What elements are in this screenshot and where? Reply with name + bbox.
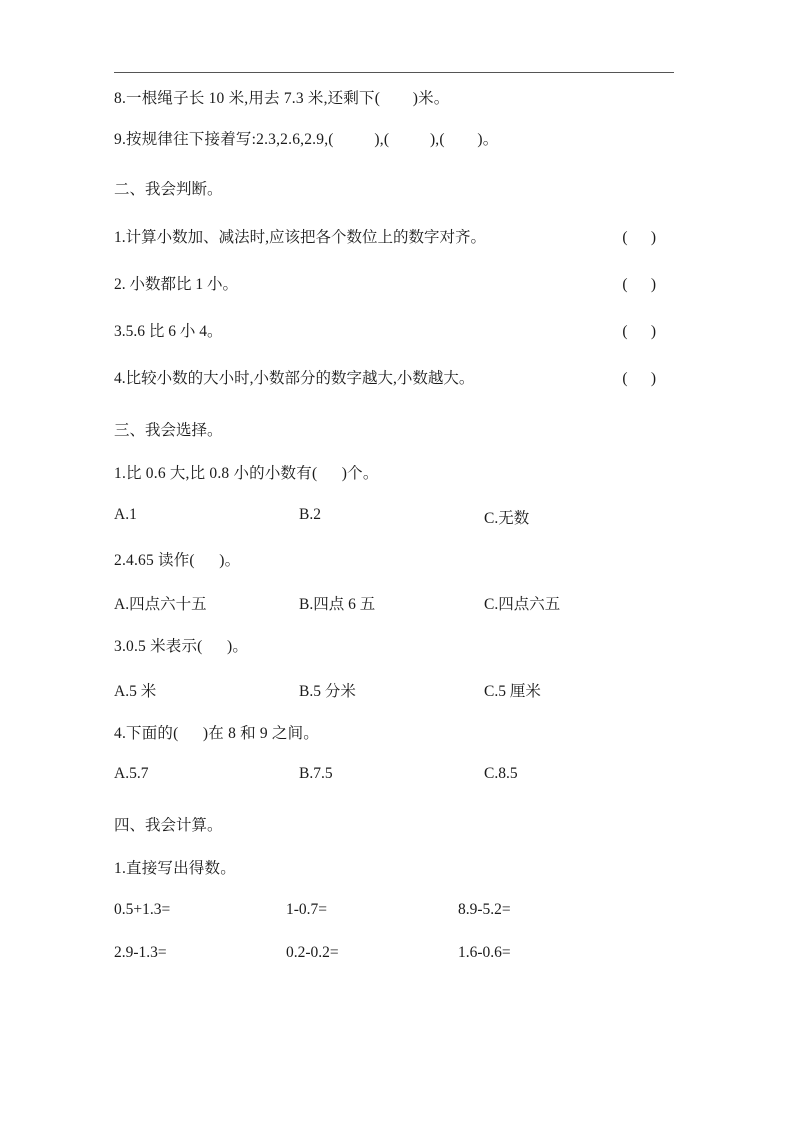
choice-4-option-c[interactable]: C.8.5 bbox=[484, 765, 518, 782]
judge-item-2-answer-box[interactable]: ( ) bbox=[622, 276, 656, 293]
choice-3-option-c[interactable]: C.5 厘米 bbox=[484, 682, 541, 700]
choice-2-option-c[interactable]: C.四点六五 bbox=[484, 596, 561, 613]
judge-item-1-answer-box[interactable]: ( ) bbox=[622, 229, 656, 246]
choice-2-option-a[interactable]: A.四点六十五 bbox=[114, 596, 207, 613]
calc-expression-2[interactable]: 1-0.7= bbox=[286, 900, 328, 918]
judge-item-1-text: 1.计算小数加、减法时,应该把各个数位上的数字对齐。 bbox=[114, 229, 487, 246]
calc-expression-5[interactable]: 0.2-0.2= bbox=[286, 943, 339, 961]
header-divider bbox=[114, 72, 674, 73]
section-four-heading: 四、我会计算。 bbox=[114, 817, 223, 834]
choice-4-option-b[interactable]: B.7.5 bbox=[299, 765, 333, 782]
section-four-sub-heading: 1.直接写出得数。 bbox=[114, 860, 236, 877]
choice-4-option-a[interactable]: A.5.7 bbox=[114, 765, 149, 782]
choice-3-option-b[interactable]: B.5 分米 bbox=[299, 682, 356, 700]
worksheet-content bbox=[114, 72, 674, 987]
question-8: 8.一根绳子长 10 米,用去 7.3 米,还剩下( )米。 bbox=[114, 90, 450, 107]
choice-question-1-options bbox=[114, 506, 674, 528]
judge-item-3-text: 3.5.6 比 6 小 4。 bbox=[114, 323, 223, 340]
section-three-heading: 三、我会选择。 bbox=[114, 422, 223, 439]
choice-question-2-options bbox=[114, 592, 674, 614]
judge-item-3-answer-box[interactable]: ( ) bbox=[622, 323, 656, 340]
choice-question-4-stem: 4.下面的( )在 8 和 9 之间。 bbox=[114, 724, 319, 742]
calc-row-2 bbox=[114, 944, 674, 962]
calc-row-1 bbox=[114, 901, 674, 919]
judge-item-2-text: 2. 小数都比 1 小。 bbox=[114, 276, 239, 293]
choice-question-4-options bbox=[114, 765, 674, 783]
choice-question-3-stem: 3.0.5 米表示( )。 bbox=[114, 638, 249, 655]
section-two-heading: 二、我会判断。 bbox=[114, 181, 223, 198]
question-9: 9.按规律往下接着写:2.3,2.6,2.9,( ),( ),( )。 bbox=[114, 130, 499, 148]
judge-item-4-answer-box[interactable]: ( ) bbox=[622, 370, 656, 387]
choice-1-option-a[interactable]: A.1 bbox=[114, 505, 137, 523]
choice-question-2-stem: 2.4.65 读作( )。 bbox=[114, 551, 241, 569]
calc-expression-6[interactable]: 1.6-0.6= bbox=[458, 943, 511, 961]
choice-question-1-stem: 1.比 0.6 大,比 0.8 小的小数有( )个。 bbox=[114, 465, 379, 482]
choice-2-option-b[interactable]: B.四点 6 五 bbox=[299, 596, 376, 613]
calc-expression-3[interactable]: 8.9-5.2= bbox=[458, 900, 511, 918]
calc-expression-1[interactable]: 0.5+1.3= bbox=[114, 900, 171, 918]
choice-question-3-options bbox=[114, 679, 674, 701]
judge-item-1 bbox=[114, 225, 674, 247]
choice-1-option-c[interactable]: C.无数 bbox=[484, 509, 530, 527]
judge-item-3 bbox=[114, 319, 674, 341]
choice-1-option-b[interactable]: B.2 bbox=[299, 505, 321, 523]
judge-item-2 bbox=[114, 272, 674, 294]
calc-expression-4[interactable]: 2.9-1.3= bbox=[114, 943, 167, 961]
choice-3-option-a[interactable]: A.5 米 bbox=[114, 682, 157, 700]
judge-item-4 bbox=[114, 366, 674, 388]
judge-item-4-text: 4.比较小数的大小时,小数部分的数字越大,小数越大。 bbox=[114, 370, 475, 387]
